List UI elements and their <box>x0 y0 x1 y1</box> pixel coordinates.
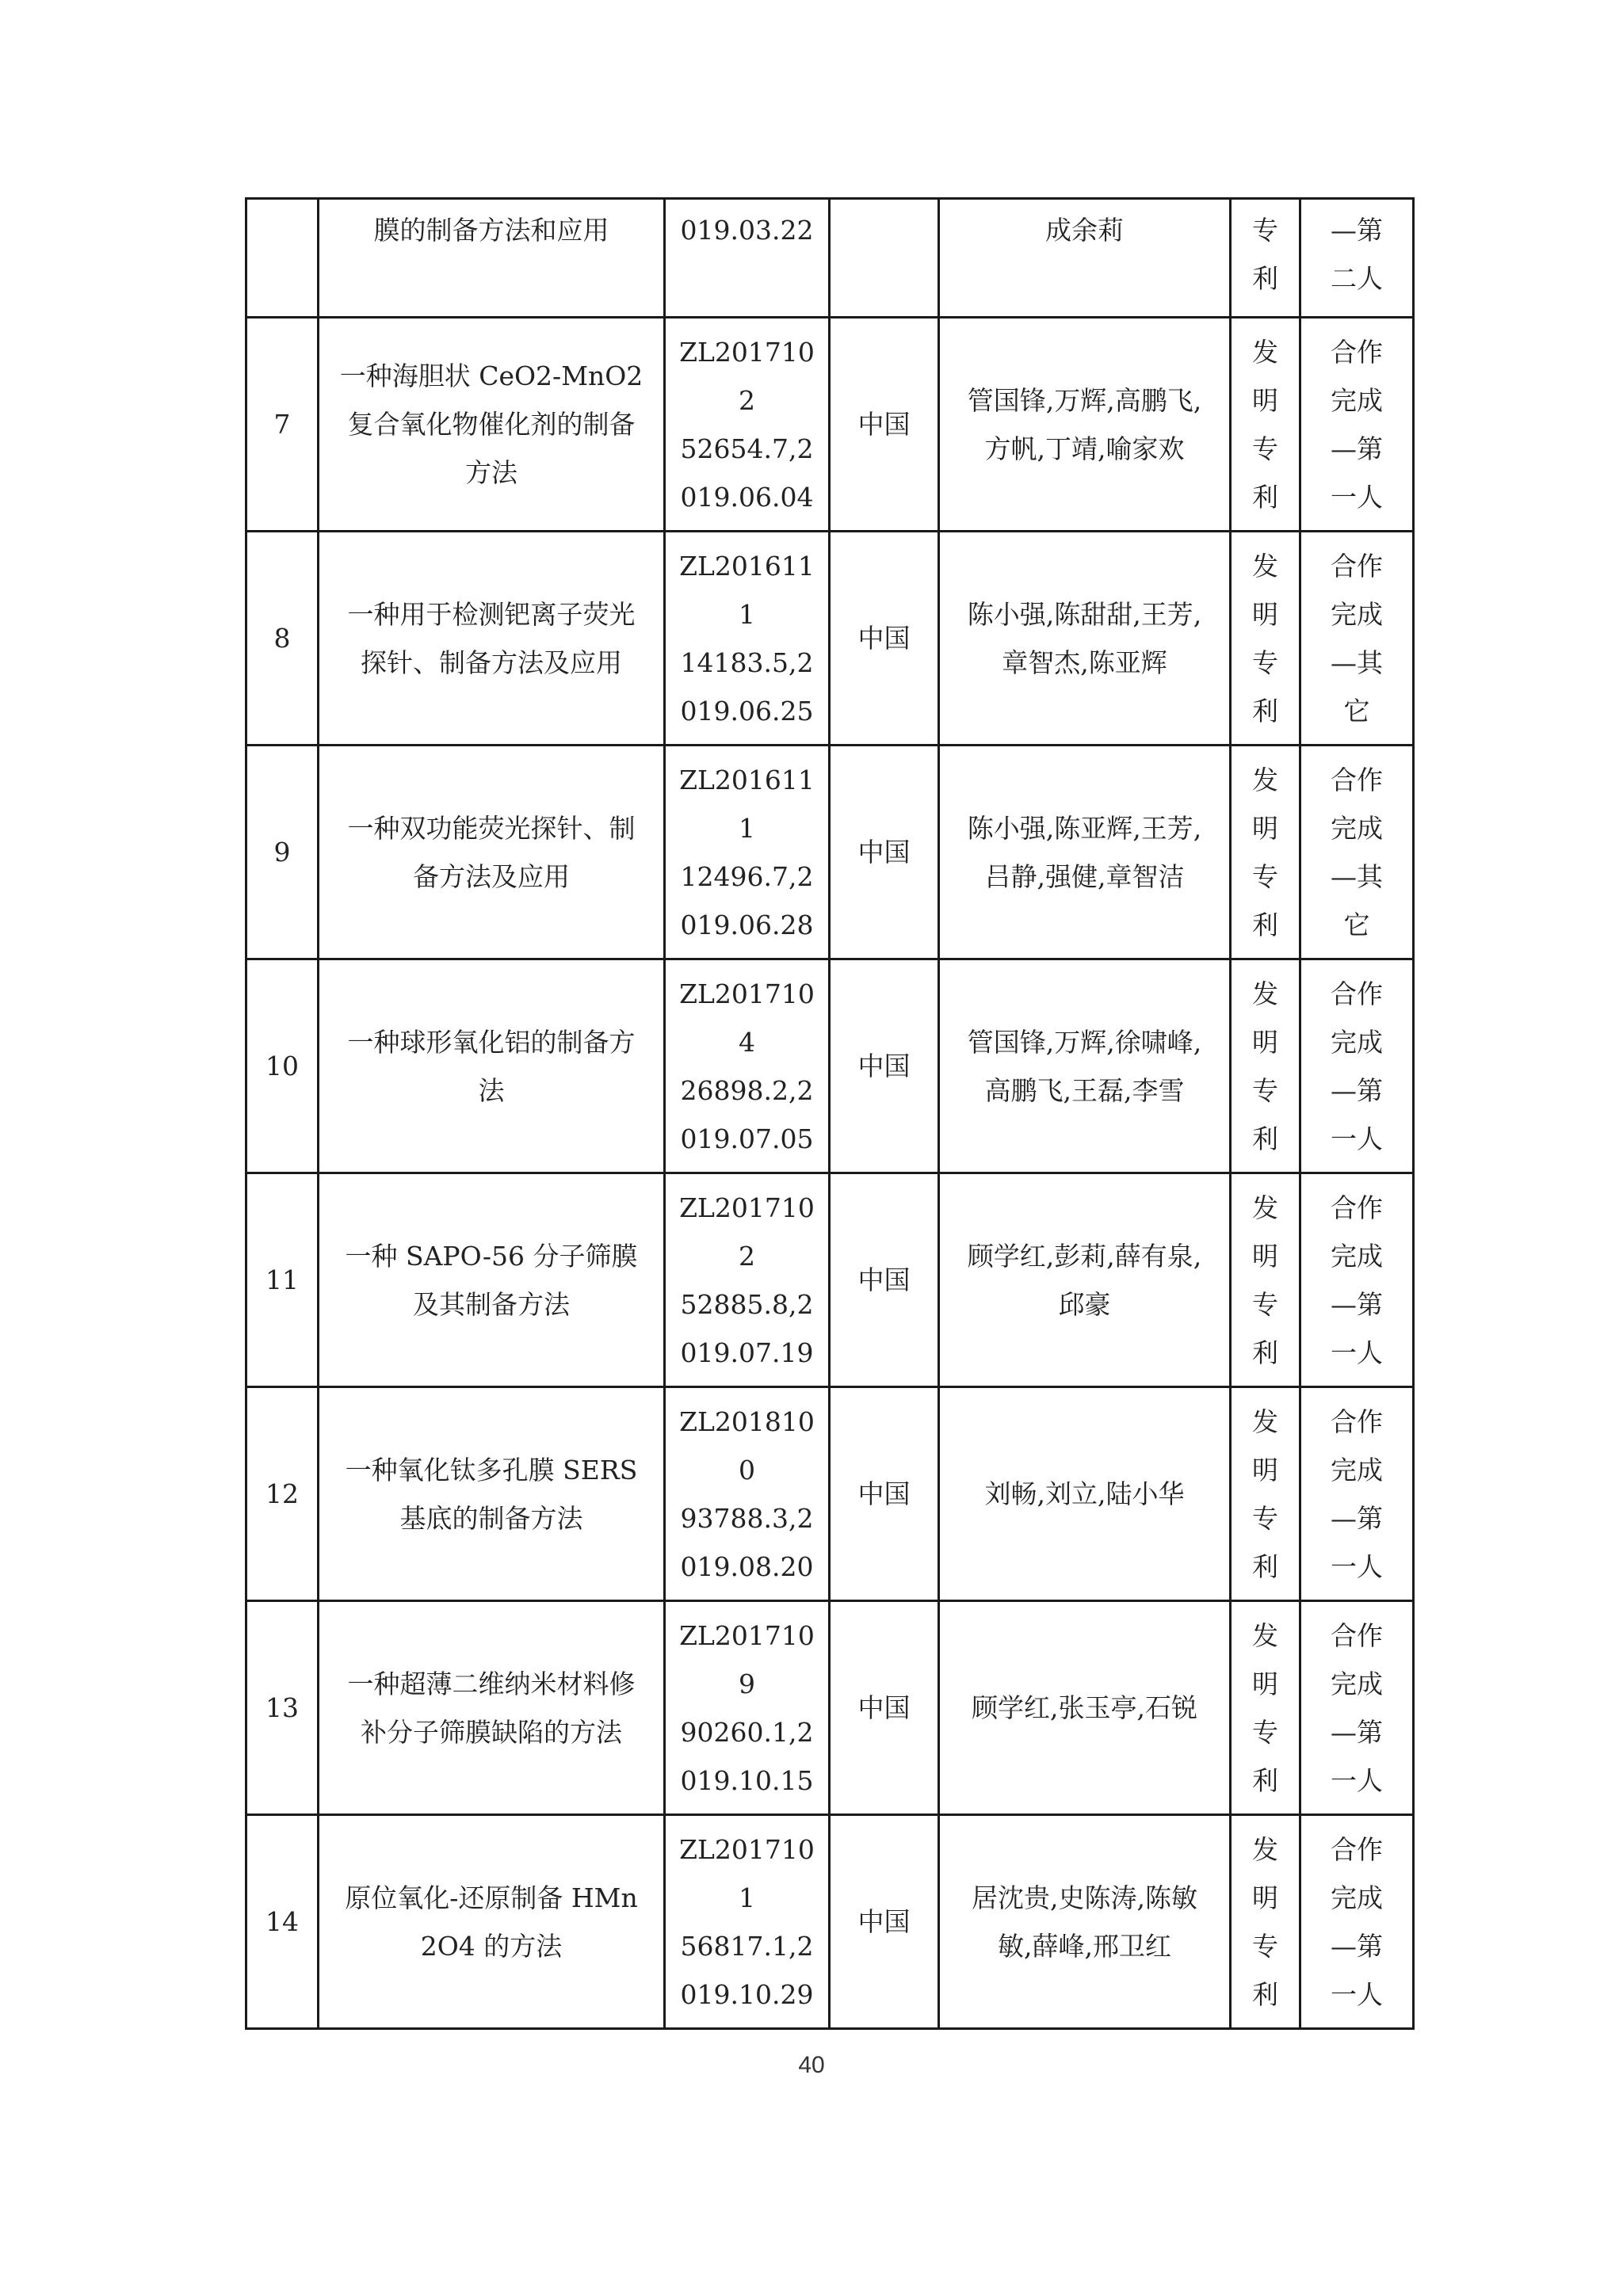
cell-serial-number: 7 <box>246 318 319 532</box>
patent-type-char: 明 <box>1252 1026 1278 1058</box>
cell-country: 中国 <box>830 1173 939 1387</box>
cell-serial-number: 14 <box>246 1815 319 2029</box>
patent-number-line: 56817.1,2 <box>680 1930 814 1962</box>
cell-serial-number: 9 <box>246 746 319 959</box>
cell-role <box>1300 1173 1414 1387</box>
page-number: 40 <box>798 2052 825 2078</box>
patent-type-char: 利 <box>1252 1123 1278 1154</box>
cell-patent-number <box>665 746 830 959</box>
role-line: 一人 <box>1331 1550 1383 1582</box>
patent-type-char: 发 <box>1252 336 1278 368</box>
role-line: 它 <box>1343 909 1370 940</box>
cell-inventors: 陈小强,陈亚辉,王芳,吕静,强健,章智洁 <box>939 746 1231 959</box>
role-line: —第 <box>1331 433 1383 464</box>
patent-type-char: 发 <box>1252 1619 1278 1651</box>
cell-inventors: 陈小强,陈甜甜,王芳,章智杰,陈亚辉 <box>939 532 1231 746</box>
role-line: —第 <box>1331 1930 1383 1962</box>
patent-number-line: 019.08.20 <box>680 1550 814 1582</box>
table-row <box>246 1815 1414 2029</box>
cell-inventors: 管国锋,万辉,徐啸峰,高鹏飞,王磊,李雪 <box>939 959 1231 1173</box>
cell-patent-number <box>665 318 830 532</box>
patent-number-line: ZL2017109 <box>679 1619 815 1699</box>
cell-patent-type <box>1231 532 1300 746</box>
table-row <box>246 959 1414 1173</box>
cell-role <box>1300 1815 1414 2029</box>
cell-patent-name: 一种海胆状 CeO2-MnO2 复合氧化物催化剂的制备方法 <box>319 318 665 532</box>
table-row <box>246 199 1414 318</box>
role-line: —第 <box>1331 1716 1383 1748</box>
cell-role <box>1300 318 1414 532</box>
patent-type-char: 利 <box>1252 1337 1278 1368</box>
patent-type-char: 利 <box>1252 1978 1278 2010</box>
cell-role <box>1300 532 1414 746</box>
cell-patent-type <box>1231 199 1300 318</box>
cell-country <box>830 199 939 318</box>
table-row <box>246 318 1414 532</box>
cell-serial-number: 13 <box>246 1601 319 1815</box>
patent-type-char: 发 <box>1252 764 1278 795</box>
role-line: —第 <box>1331 215 1383 246</box>
patent-type-char: 专 <box>1252 860 1278 892</box>
role-line: 完成 <box>1331 1240 1383 1272</box>
cell-role <box>1300 199 1414 318</box>
cell-serial-number <box>246 199 319 318</box>
table-row <box>246 1387 1414 1601</box>
role-line: 合作 <box>1331 1833 1383 1865</box>
role-line: 一人 <box>1331 481 1383 513</box>
patent-type-char: 专 <box>1252 215 1278 246</box>
cell-patent-name: 一种用于检测钯离子荧光探针、制备方法及应用 <box>319 532 665 746</box>
role-line: —第 <box>1331 1502 1383 1534</box>
patent-type-char: 明 <box>1252 1240 1278 1272</box>
cell-patent-type <box>1231 746 1300 959</box>
cell-patent-name: 原位氧化-还原制备 HMn2O4 的方法 <box>319 1815 665 2029</box>
table-row <box>246 532 1414 746</box>
cell-patent-name: 一种超薄二维纳米材料修补分子筛膜缺陷的方法 <box>319 1601 665 1815</box>
role-line: —第 <box>1331 1288 1383 1320</box>
cell-country: 中国 <box>830 1815 939 2029</box>
patent-type-char: 专 <box>1252 646 1278 678</box>
patent-type-char: 专 <box>1252 1930 1278 1962</box>
cell-patent-number <box>665 1815 830 2029</box>
patent-number-line: 26898.2,2 <box>680 1074 814 1106</box>
patent-number-line: 019.06.04 <box>680 481 814 513</box>
table-body <box>246 199 1414 2029</box>
patent-number-line: 019.06.28 <box>680 909 814 940</box>
patent-type-char: 利 <box>1252 909 1278 940</box>
role-line: 合作 <box>1331 978 1383 1009</box>
patent-type-char: 发 <box>1252 1192 1278 1223</box>
patent-table <box>245 197 1415 2030</box>
patent-type-char: 发 <box>1252 550 1278 582</box>
role-line: 完成 <box>1331 812 1383 844</box>
cell-inventors: 顾学红,张玉亭,石锐 <box>939 1601 1231 1815</box>
cell-patent-name: 一种氧化钛多孔膜 SERS 基底的制备方法 <box>319 1387 665 1601</box>
patent-type-char: 明 <box>1252 1668 1278 1699</box>
role-line: 完成 <box>1331 1026 1383 1058</box>
cell-patent-type <box>1231 1387 1300 1601</box>
role-line: 合作 <box>1331 1192 1383 1223</box>
table-row <box>246 746 1414 959</box>
patent-number-line: ZL2017101 <box>679 1833 815 1913</box>
cell-patent-number <box>665 199 830 318</box>
patent-number-line: 52885.8,2 <box>680 1288 814 1320</box>
cell-patent-type <box>1231 318 1300 532</box>
cell-role <box>1300 746 1414 959</box>
role-line: 完成 <box>1331 1882 1383 1913</box>
cell-patent-number <box>665 1387 830 1601</box>
patent-type-char: 明 <box>1252 598 1278 630</box>
role-line: —其 <box>1331 860 1383 892</box>
patent-number-line: 019.10.15 <box>680 1764 814 1796</box>
cell-patent-name: 膜的制备方法和应用 <box>319 199 665 318</box>
cell-serial-number: 12 <box>246 1387 319 1601</box>
patent-type-char: 发 <box>1252 1833 1278 1865</box>
cell-patent-number <box>665 532 830 746</box>
patent-type-char: 明 <box>1252 1454 1278 1486</box>
patent-type-char: 利 <box>1252 1764 1278 1796</box>
role-line: —第 <box>1331 1074 1383 1106</box>
table-row <box>246 1173 1414 1387</box>
cell-patent-type <box>1231 1815 1300 2029</box>
cell-patent-type <box>1231 1173 1300 1387</box>
role-line: 一人 <box>1331 1337 1383 1368</box>
patent-type-char: 专 <box>1252 1288 1278 1320</box>
cell-patent-name: 一种 SAPO-56 分子筛膜及其制备方法 <box>319 1173 665 1387</box>
role-line: 合作 <box>1331 1619 1383 1651</box>
cell-inventors: 刘畅,刘立,陆小华 <box>939 1387 1231 1601</box>
patent-type-char: 明 <box>1252 384 1278 416</box>
patent-number-line: 12496.7,2 <box>680 860 814 892</box>
cell-role <box>1300 959 1414 1173</box>
cell-patent-number <box>665 1601 830 1815</box>
cell-country: 中国 <box>830 532 939 746</box>
patent-type-char: 专 <box>1252 1716 1278 1748</box>
patent-type-char: 明 <box>1252 1882 1278 1913</box>
patent-number-line: 019.10.29 <box>680 1978 814 2010</box>
cell-role <box>1300 1387 1414 1601</box>
cell-country: 中国 <box>830 318 939 532</box>
cell-serial-number: 8 <box>246 532 319 746</box>
patent-number-line: ZL2018100 <box>679 1405 815 1486</box>
patent-number-line: 019.06.25 <box>680 695 814 727</box>
patent-type-char: 利 <box>1252 1550 1278 1582</box>
role-line: 完成 <box>1331 384 1383 416</box>
cell-role <box>1300 1601 1414 1815</box>
cell-inventors: 顾学红,彭莉,薛有泉,邱豪 <box>939 1173 1231 1387</box>
patent-type-char: 专 <box>1252 433 1278 464</box>
role-line: 一人 <box>1331 1764 1383 1796</box>
cell-patent-type <box>1231 1601 1300 1815</box>
patent-number-line: 93788.3,2 <box>680 1502 814 1534</box>
role-line: —其 <box>1331 646 1383 678</box>
role-line: 它 <box>1343 695 1370 727</box>
patent-number-line: 90260.1,2 <box>680 1716 814 1748</box>
role-line: 合作 <box>1331 764 1383 795</box>
patent-number-line: 019.03.22 <box>680 215 814 246</box>
cell-country: 中国 <box>830 1601 939 1815</box>
role-line: 合作 <box>1331 550 1383 582</box>
patent-number-line: 14183.5,2 <box>680 646 814 678</box>
cell-country: 中国 <box>830 1387 939 1601</box>
patent-type-char: 发 <box>1252 1405 1278 1437</box>
patent-number-line: ZL2016111 <box>679 550 815 630</box>
cell-country: 中国 <box>830 746 939 959</box>
patent-number-line: 019.07.19 <box>680 1337 814 1368</box>
patent-number-line: ZL2017104 <box>679 978 815 1058</box>
patent-type-char: 专 <box>1252 1074 1278 1106</box>
patent-number-line: ZL2017102 <box>679 1192 815 1272</box>
cell-patent-type <box>1231 959 1300 1173</box>
patent-number-line: 52654.7,2 <box>680 433 814 464</box>
patent-number-line: ZL2017102 <box>679 336 815 416</box>
role-line: 合作 <box>1331 336 1383 368</box>
cell-country: 中国 <box>830 959 939 1173</box>
role-line: 二人 <box>1331 263 1383 294</box>
patent-type-char: 发 <box>1252 978 1278 1009</box>
cell-patent-name: 一种球形氧化铝的制备方法 <box>319 959 665 1173</box>
patent-type-char: 利 <box>1252 263 1278 294</box>
patent-type-char: 专 <box>1252 1502 1278 1534</box>
patent-number-line: ZL2016111 <box>679 764 815 844</box>
patent-type-char: 明 <box>1252 812 1278 844</box>
table-row <box>246 1601 1414 1815</box>
role-line: 完成 <box>1331 598 1383 630</box>
patent-number-line: 019.07.05 <box>680 1123 814 1154</box>
cell-inventors: 管国锋,万辉,高鹏飞,方帆,丁靖,喻家欢 <box>939 318 1231 532</box>
cell-patent-name: 一种双功能荧光探针、制备方法及应用 <box>319 746 665 959</box>
cell-inventors: 成余莉 <box>939 199 1231 318</box>
cell-inventors: 居沈贵,史陈涛,陈敏敏,薛峰,邢卫红 <box>939 1815 1231 2029</box>
cell-patent-number <box>665 1173 830 1387</box>
role-line: 完成 <box>1331 1454 1383 1486</box>
cell-serial-number: 10 <box>246 959 319 1173</box>
role-line: 合作 <box>1331 1405 1383 1437</box>
cell-serial-number: 11 <box>246 1173 319 1387</box>
role-line: 一人 <box>1331 1123 1383 1154</box>
cell-patent-number <box>665 959 830 1173</box>
role-line: 一人 <box>1331 1978 1383 2010</box>
patent-type-char: 利 <box>1252 481 1278 513</box>
role-line: 完成 <box>1331 1668 1383 1699</box>
patent-type-char: 利 <box>1252 695 1278 727</box>
